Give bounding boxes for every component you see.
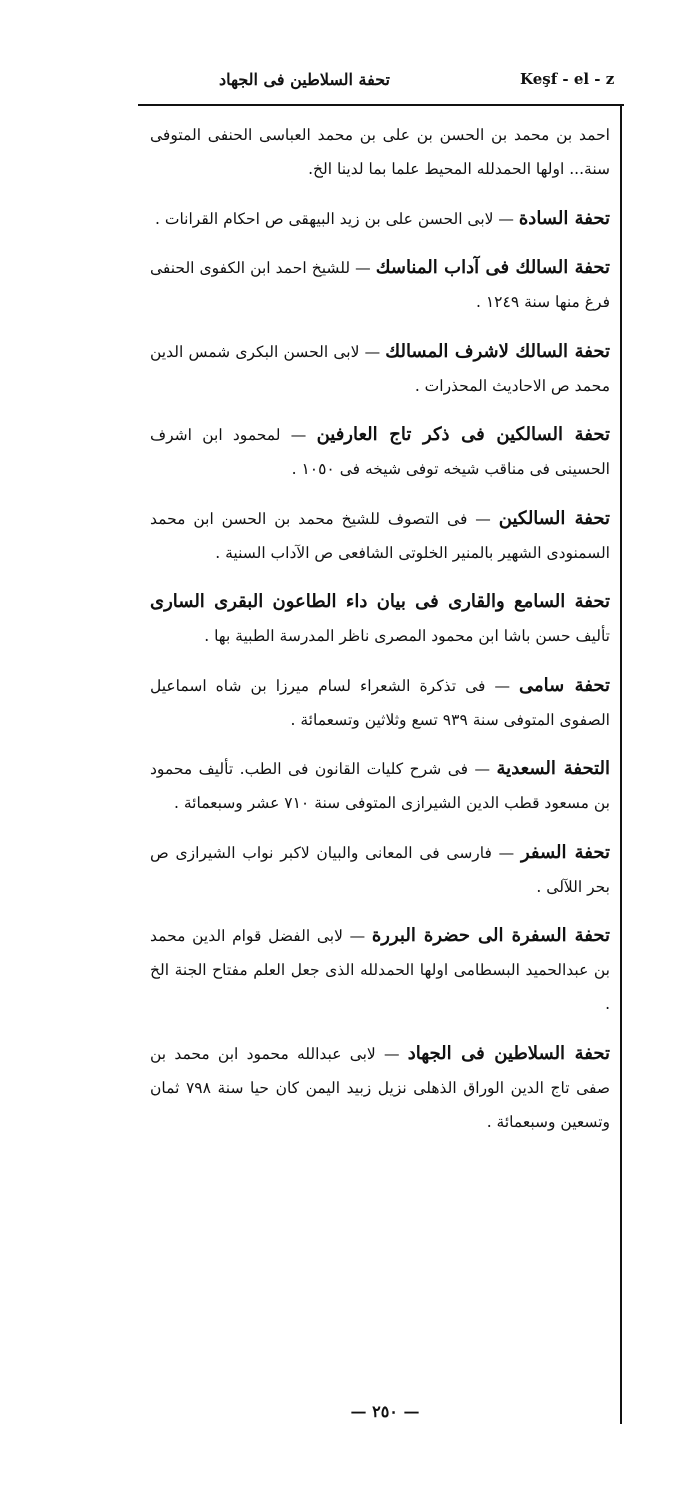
entry-title: تحفة السالكين [498,507,610,529]
entry [150,251,610,319]
running-header-left: Keşf - el - z [520,70,615,88]
entry [150,1037,610,1139]
entry-title: تحفة السالكين فى ذكر تاج العارفين [316,424,610,445]
entry [150,752,610,820]
entry-text: — فارسى فى المعانى والبيان لاكبر نواب الشيرازى ص بحر اللآلى . [150,843,610,896]
entry-title: تحفة السادة [518,207,610,229]
entry-text: — لابى الحسن البكرى شمس الدين محمد ص الاحاديث المحذرات . [150,342,610,395]
entry-title: تحفة السفرة الى حضرة البررة [371,925,611,946]
entry-title: تحفة السالك لاشرف المسالك [385,340,610,362]
entry-text: — لابى الحسن على بن زيد البيهقى ص احكام القرانات . [155,209,514,228]
entry-text: — فى تذكرة الشعراء لسام ميرزا بن شاه اسماعيل الصفوى المتوفى سنة ٩٣٩ تسع وثلاثين وتسعمائة . [150,676,610,729]
entry-title: تحفة السامع والقارى فى بيان داء الطاعون البقرى السارى [150,591,610,612]
entry-text: تأليف حسن باشا ابن محمود المصرى ناظر المدرسة الطبية بها . [204,627,610,645]
entry-title: تحفة السلاطين فى الجهاد [407,1042,610,1064]
entry [150,502,610,570]
entries-column [150,118,610,1153]
entry [150,836,610,904]
entry-text: — للشيخ احمد ابن الكفوى الحنفى فرغ منها سنة ١٢٤٩ . [150,259,610,311]
entry-text: احمد بن محمد بن الحسن بن على بن محمد العباسى الحنفى المتوفى سنة... اولها الحمدلله المحيط علما بما لدينا الخ. [150,126,610,178]
entry-text: — فى شرح كليات القانون فى الطب. تأليف محمود بن مسعود قطب الدين الشيرازى المتوفى سنة ٧١٠ عشر وسبعمائة . [150,760,610,812]
entry [150,669,610,737]
entry-title: تحفة السفر [520,841,610,863]
entry-text: — لمحمود ابن اشرف الحسينى فى مناقب شيخه توفى شيخه فى ١٠٥٠ . [150,426,610,478]
header-rule [138,104,624,106]
entry [150,919,610,1021]
page-number: — ٢٥٠ — [350,1402,420,1421]
entry-text: — لابى الفضل قوام الدين محمد بن عبدالحميد البسطامى اولها الحمدلله الذى جعل العلم مفتاح الجنة الخ . [150,927,610,1013]
entry-title: تحفة السالك فى آداب المناسك [375,257,610,278]
entry [150,118,610,186]
entry-title: تحفة سامى [519,674,610,696]
entry-text: — لابى عبدالله محمود ابن محمد بن صفى تاج الدين الوراق الذهلى نزيل زبيد اليمن كان حيا سنة ٧٩٨ ثمان وتسعين وسبعمائة . [150,1044,611,1131]
entry [150,335,610,403]
entry-title: التحفة السعدية [496,758,610,779]
entry [150,202,610,236]
entry [150,585,610,653]
entry-text: — فى التصوف للشيخ محمد بن الحسن ابن محمد السمنودى الشهير بالمنير الخلوتى الشافعى ص الآداب السنية . [150,509,610,562]
running-header-title: تحفة السلاطين فى الجهاد [218,70,390,89]
entry [150,418,610,486]
margin-rule [620,104,622,1424]
